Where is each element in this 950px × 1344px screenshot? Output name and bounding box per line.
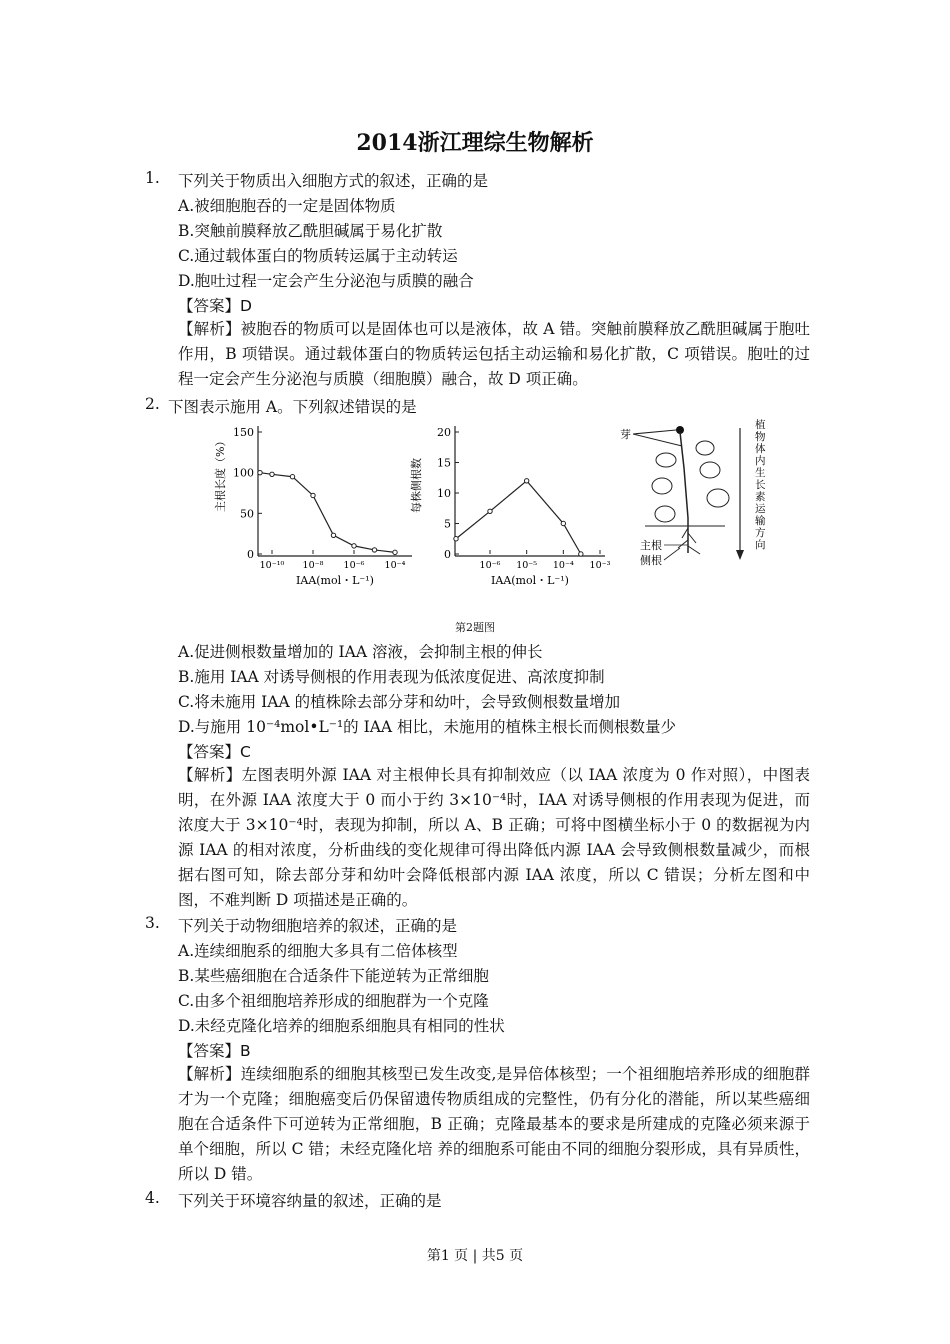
y-tick-label: 0 (247, 548, 254, 561)
data-point (352, 544, 356, 548)
data-point (524, 479, 528, 483)
option-c: C.由多个祖细胞培养形成的细胞群为一个克隆 (178, 992, 489, 1010)
leaf (655, 506, 675, 522)
option-c: C.将未施用 IAA 的植株除去部分芽和幼叶，会导致侧根数量增加 (178, 693, 621, 711)
question-number: 3. (145, 914, 160, 932)
option-a: A.被细胞胞吞的一定是固体物质 (178, 197, 396, 215)
y-tick-label: 5 (444, 517, 451, 531)
data-point (454, 537, 458, 541)
x-tick-label: 10⁻⁴ (552, 560, 574, 571)
y-tick-label: 150 (233, 426, 254, 439)
option-a: A.连续细胞系的细胞大多具有二倍体核型 (178, 942, 458, 960)
series-line (260, 473, 395, 553)
x-tick-label: 10⁻⁴ (384, 560, 406, 571)
answer: 【答案】C (178, 743, 251, 761)
y-tick-label: 20 (437, 426, 451, 439)
y-tick-label: 100 (233, 466, 254, 480)
data-point (488, 509, 492, 513)
data-point (579, 552, 583, 556)
analysis: 【解析】左图表明外源 IAA 对主根伸长具有抑制效应（以 IAA 浓度为 0 作对照），中图表明，在外源 IAA 浓度大于 0 而小于约 3×10⁻⁴时，IAA 对诱导侧根的作用表现为促进，而浓度大于 3×10⁻⁴时，表现为抑制，所以 A、B 正确；可将中图横坐标小于 0 的数据视为内源 IAA 的相对浓度，分析曲线的变化规律可得出降低内源 IAA 会导致侧根数量减少，而根据右图可知，除去部分芽和幼叶会降低根部内源 IAA 浓度，所以 C 错误；分析左图和中图，不难判断 D 项描述是正确的。 (178, 766, 810, 909)
leaf (707, 489, 729, 507)
x-tick-label: 10⁻¹⁰ (259, 560, 285, 571)
figure-caption: 第2题图 (455, 621, 495, 634)
option-b: B.某些癌细胞在合适条件下能逆转为正常细胞 (178, 967, 489, 985)
data-point (372, 548, 376, 552)
answer: 【答案】B (178, 1042, 251, 1060)
lateral-root-label: 侧根 (640, 554, 662, 567)
chart-lateral-roots (409, 426, 611, 587)
question-stem: 下列关于物质出入细胞方式的叙述，正确的是 (178, 172, 489, 190)
y-tick-label: 50 (240, 507, 254, 521)
bud-label: 芽 (620, 428, 631, 441)
x-tick-label: 10⁻⁶ (343, 560, 365, 571)
leaf (700, 462, 720, 478)
bud-pointer (633, 430, 676, 434)
page-footer: 第1 页 | 共5 页 (426, 1248, 524, 1264)
question-number: 1. (145, 169, 160, 187)
analysis: 【解析】被胞吞的物质可以是固体也可以是液体，故 A 错。突触前膜释放乙酰胆碱属于胞吐作用，B 项错误。通过载体蛋白的物质转运包括主动运输和易化扩散，C 项错误。胞吐的过程一定会产生分泌泡与质膜（细胞膜）融合，故 D 项正确。 (178, 320, 810, 388)
question-number: 4. (145, 1189, 160, 1207)
option-c: C.通过载体蛋白的物质转运属于主动转运 (178, 247, 458, 265)
page-title: 2014浙江理综生物解析 (356, 130, 594, 156)
data-point (311, 493, 315, 497)
x-tick-label: 10⁻⁵ (516, 560, 538, 571)
option-d: D.胞吐过程一定会产生分泌泡与质膜的融合 (178, 272, 474, 290)
data-point (270, 472, 274, 476)
y-axis-label: 主根长度（%） (214, 435, 227, 512)
figure-group (200, 418, 820, 613)
main-root-label: 主根 (640, 539, 662, 552)
bud-pointer (633, 434, 682, 446)
data-point (290, 475, 294, 479)
x-tick-label: 10⁻⁸ (302, 560, 324, 571)
option-b: B.施用 IAA 对诱导侧根的作用表现为低浓度促进、高浓度抑制 (178, 668, 605, 686)
x-axis-label: IAA(mol・L⁻¹) (296, 574, 374, 587)
x-tick-label: 10⁻³ (589, 560, 611, 571)
chart-main-root (213, 426, 412, 587)
option-b: B.突触前膜释放乙酰胆碱属于易化扩散 (178, 222, 443, 240)
data-point (331, 533, 335, 537)
y-tick-label: 0 (444, 548, 451, 561)
option-d: D.与施用 10⁻⁴mol•L⁻¹的 IAA 相比，未施用的植株主根长而侧根数量少 (178, 718, 677, 736)
leaf (696, 441, 714, 455)
arrow-head (736, 550, 744, 560)
data-point (393, 550, 397, 554)
option-d: D.未经克隆化培养的细胞系细胞具有相同的性状 (178, 1017, 505, 1035)
x-tick-label: 10⁻⁶ (479, 560, 501, 571)
data-point (561, 521, 565, 525)
x-axis-label: IAA(mol・L⁻¹) (491, 574, 569, 587)
y-axis-label: 每株侧根数 (410, 458, 423, 513)
option-a: A.促进侧根数量增加的 IAA 溶液，会抑制主根的伸长 (178, 643, 543, 661)
question-number: 2. (145, 395, 160, 413)
answer: 【答案】D (178, 297, 252, 315)
question-stem: 下列关于动物细胞培养的叙述，正确的是 (178, 917, 458, 935)
series-line (456, 481, 581, 554)
plant-diagram (620, 418, 766, 567)
leaf (656, 453, 676, 467)
question-stem: 下图表示施用 A。下列叙述错误的是 (168, 398, 417, 416)
y-tick-label: 15 (437, 456, 451, 470)
data-point (258, 470, 262, 474)
y-tick-label: 10 (437, 487, 451, 500)
lateral-root-pointer (664, 548, 680, 560)
question-stem: 下列关于环境容纳量的叙述，正确的是 (178, 1192, 442, 1210)
leaf (652, 478, 672, 494)
arrow-label: 植物体内生长素运输方向 (755, 419, 766, 551)
lateral-roots (678, 528, 700, 554)
analysis: 【解析】连续细胞系的细胞其核型已发生改变,是异倍体核型；一个祖细胞培养形成的细胞群才为一个克隆；细胞癌变后仍保留遗传物质组成的完整性，仍有分化的潜能，所以某些癌细胞在合适条件下可逆转为正常细胞，B 正确；克隆最基本的要求是所建成的克隆必须来源于单个细胞，所以 C 错；未经克隆化培 养的细胞系可能由不同的细胞分裂形成，具有异质性，所以 D 错。 (178, 1065, 810, 1183)
